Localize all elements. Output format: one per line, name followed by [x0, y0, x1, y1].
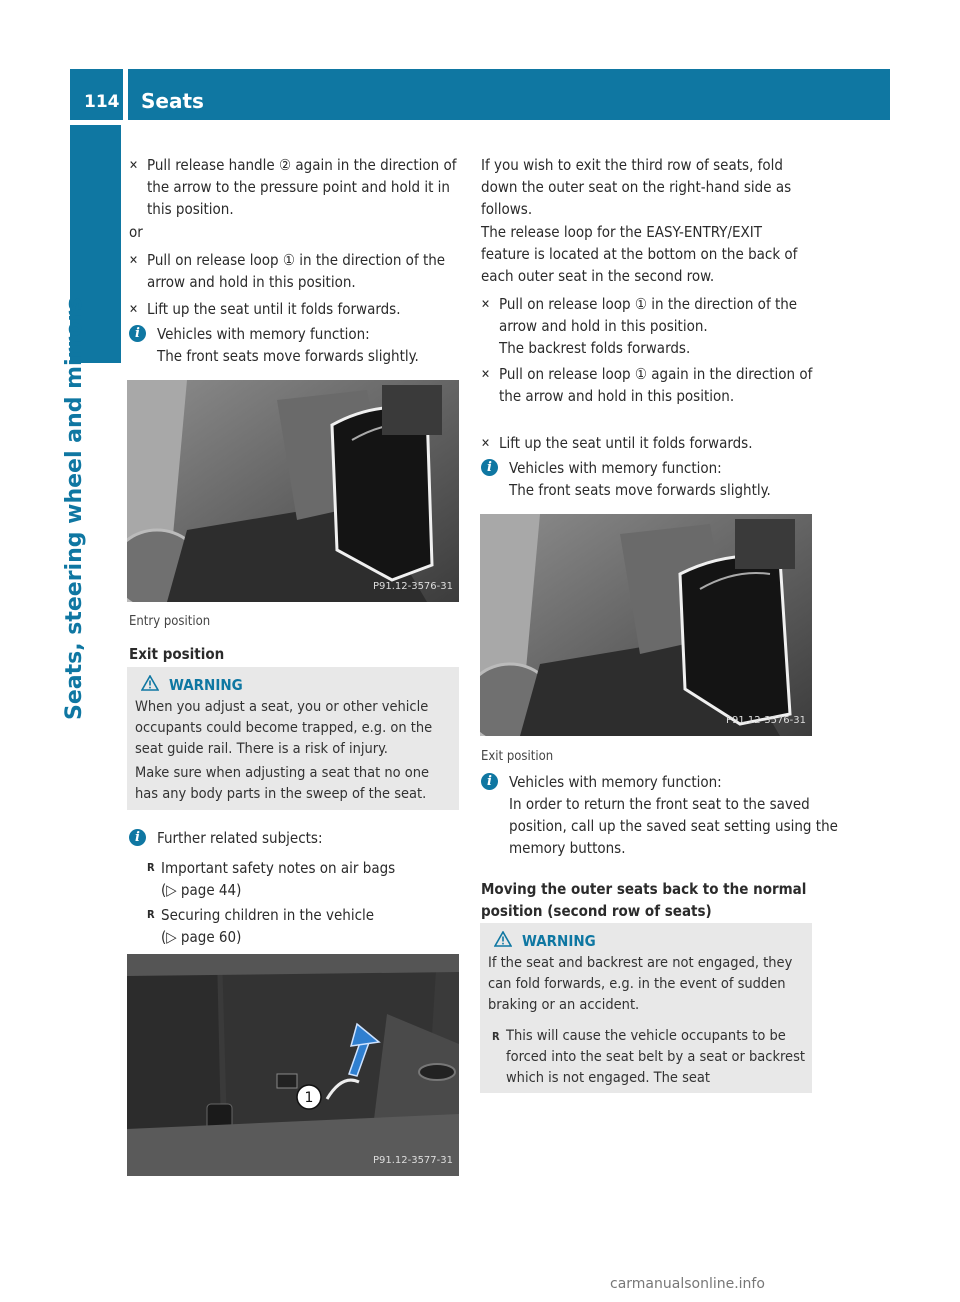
- warning-heading: WARNING: [522, 932, 596, 950]
- info-note-line: Further related subjects:: [157, 829, 323, 847]
- info-note-memory: [129, 323, 487, 367]
- step-lift-seat: ✕ Lift up the seat until it folds forwards.: [481, 432, 829, 454]
- warning-heading: WARNING: [169, 676, 243, 694]
- seat-back-illustration: [127, 954, 459, 1176]
- subheading-moving-seats-back: Moving the outer seats back to the normal position (second row of seats): [481, 880, 807, 920]
- watermark: carmanualsonline.info: [610, 1276, 765, 1292]
- info-note-return-seat: [481, 771, 841, 859]
- photo-caption: Entry position: [129, 614, 211, 629]
- entry-position-photo: [127, 380, 459, 602]
- step-pull-release-handle: ✕ Pull release handle ② again in the direction of the arrow to the pressure point and hold it in this position.: [129, 154, 477, 220]
- info-note-line: In order to return the front seat to the saved position, call up the saved seat setting using the memory buttons.: [509, 795, 838, 857]
- warning-box: [480, 923, 812, 1093]
- callout-number: 1: [304, 1090, 314, 1106]
- warning-triangle-icon: [141, 675, 159, 691]
- info-icon: i: [481, 459, 498, 476]
- step-pull-release-loop: [481, 293, 829, 359]
- car-interior-illustration: [480, 514, 812, 736]
- photo-reference-code: P91.12-3577-31: [372, 1155, 453, 1166]
- bullet-text: R Important safety notes on air bags: [161, 859, 396, 877]
- bullet-securing-children: [147, 904, 471, 948]
- bullet-text: R Securing children in the vehicle: [161, 906, 375, 924]
- or-label: or: [129, 223, 143, 241]
- info-icon: i: [129, 325, 146, 342]
- bullet-air-bags: [147, 857, 471, 901]
- intro-paragraph: If you wish to exit the third row of seats, fold down the outer seat on the right-hand side as follows.: [481, 156, 792, 218]
- info-related-subjects: [129, 827, 487, 849]
- warning-text: If the seat and backrest are not engaged, they can fold forwards, e.g. in the event of sudden braking or an accident.: [488, 955, 793, 1013]
- info-note-memory: [481, 457, 839, 501]
- photo-reference-code: P91.12-3576-31: [372, 581, 453, 592]
- section-title: Seats: [141, 89, 204, 113]
- exit-position-photo: [480, 514, 812, 736]
- info-icon: i: [129, 829, 146, 846]
- subheading-exit-position: Exit position: [129, 645, 225, 663]
- info-note-line: Vehicles with memory function:: [157, 325, 370, 343]
- page-reference-link[interactable]: (▷ page 44): [161, 881, 242, 899]
- warning-triangle-icon: [494, 931, 512, 947]
- info-note-line: The front seats move forwards slightly.: [157, 347, 419, 365]
- warning-box: [127, 667, 459, 810]
- release-loop-photo: [127, 954, 459, 1176]
- info-note-line: The front seats move forwards slightly.: [509, 481, 771, 499]
- step-pull-release-loop: ✕ Pull on release loop ① in the direction of the arrow and hold in this position.: [129, 249, 477, 293]
- car-interior-illustration: [127, 380, 459, 602]
- info-note-line: Vehicles with memory function:: [509, 459, 722, 477]
- easy-entry-paragraph: The release loop for the EASY-ENTRY/EXIT feature is located at the bottom on the back of each outer seat in the second row.: [481, 223, 798, 285]
- step-lift-seat: ✕ Lift up the seat until it folds forwards.: [129, 298, 477, 320]
- photo-caption: Exit position: [481, 749, 554, 764]
- warning-text: Make sure when adjusting a seat that no one has any body parts in the sweep of the seat.: [135, 765, 430, 802]
- info-note-line: Vehicles with memory function:: [509, 773, 722, 791]
- header-title-bar: [128, 69, 890, 120]
- step-result: The backrest folds forwards.: [499, 339, 691, 357]
- info-icon: i: [481, 773, 498, 790]
- page-reference-link[interactable]: (▷ page 60): [161, 928, 242, 946]
- step-text: ✕ Pull on release loop ① in the direction of the arrow and hold in this position.: [499, 295, 798, 335]
- chapter-label: Seats, steering wheel and mirrors: [62, 297, 87, 720]
- warning-text: When you adjust a seat, you or other vehicle occupants could become trapped, e.g. on the seat guide rail. There is a risk of injury.: [135, 699, 433, 757]
- page-number: 114: [84, 92, 120, 112]
- warning-bullet: R This will cause the vehicle occupants to be forced into the seat belt by a seat or backrest which is not engaged. The seat: [492, 1026, 806, 1089]
- photo-reference-code: P91.12-3576-31: [725, 715, 806, 726]
- step-pull-release-loop-again: ✕ Pull on release loop ① again in the direction of the arrow and hold in this position.: [481, 363, 829, 407]
